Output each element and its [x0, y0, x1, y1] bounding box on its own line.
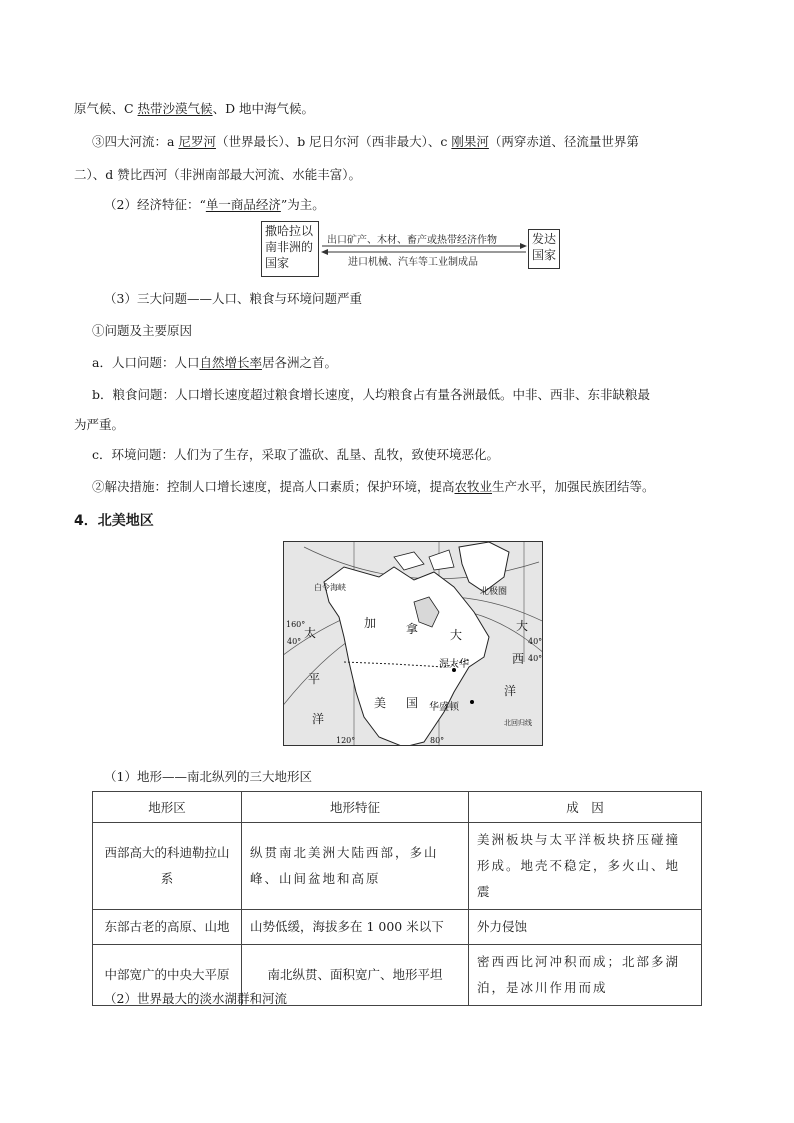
- rivers-line-1: [92, 133, 639, 151]
- lat-40-right: 40°: [528, 637, 543, 646]
- lat-40-left: 40°: [287, 637, 302, 646]
- lon-80: 80°: [430, 736, 445, 745]
- text: （两穿赤道、径流量世界第: [488, 134, 639, 149]
- text: ”为主。: [280, 197, 325, 212]
- lakes-title: （2）世界最大的淡水湖群和河流: [104, 991, 287, 1006]
- header-feature: 地形特征: [242, 792, 469, 823]
- atlantic-char-2: 西: [512, 652, 525, 666]
- cell-region: 西部高大的科迪勒拉山系: [93, 823, 242, 910]
- environment-line: c．环境问题：人们为了生存，采取了滥砍、乱垦、乱牧，致使环境恶化。: [92, 447, 500, 462]
- header-region: 地形区: [93, 792, 242, 823]
- landform-table: [92, 791, 702, 1006]
- text: 居各洲之首。: [261, 355, 337, 370]
- food-line-1: b．粮食问题：人口增长速度超过粮食增长速度，人均粮食占有量各洲最低。中非、西非、东非缺粮最: [92, 387, 651, 402]
- climate-line: [74, 100, 314, 118]
- agriculture: 农牧业: [454, 479, 493, 494]
- north-america-map: [283, 541, 543, 746]
- usa-char-1: 美: [374, 696, 387, 710]
- sub-saharan-box: 撒哈拉以南非洲的国家: [261, 221, 319, 277]
- text: 生产水平，加强民族团结等。: [492, 479, 655, 494]
- text: 、D 地中海气候。: [212, 101, 315, 116]
- nile-river: 尼罗河: [178, 134, 216, 149]
- arctic-circle-label: 北极圈: [480, 587, 508, 597]
- problems-title: （3）三大问题——人口、粮食与环境问题严重: [104, 291, 362, 306]
- lon-40: 40°: [528, 654, 543, 663]
- single-commodity: 单一商品经济: [205, 197, 281, 212]
- canada-char-3: 大: [450, 628, 463, 642]
- cell-feature: 山势低缓，海拔多在 1 000 米以下: [242, 910, 469, 945]
- cell-feature: 纵贯南北美洲大陆西部，多山峰、山间盆地和高原: [242, 823, 469, 910]
- atlantic-char-1: 大: [516, 619, 529, 633]
- canada-char-2: 拿: [406, 622, 419, 636]
- cell-cause: 外力侵蚀: [469, 910, 702, 945]
- section-heading: 4．北美地区: [74, 513, 154, 529]
- food-line-2: 为严重。: [74, 417, 125, 432]
- export-text: 出口矿产、木材、畜产或热带经济作物: [327, 235, 497, 246]
- washington-label: 华盛顿: [429, 702, 459, 713]
- lon-120: 120°: [336, 736, 356, 745]
- text: ②解决措施：控制人口增长速度，提高人口素质；保护环境，提高: [92, 479, 455, 494]
- economy-line: [104, 196, 325, 214]
- table-row: [93, 910, 702, 945]
- text: a．人口问题：人口: [92, 355, 200, 370]
- import-text: 进口机械、汽车等工业制成品: [348, 257, 478, 268]
- lon-160: 160°: [286, 620, 306, 629]
- cell-feature: 南北纵贯、面积宽广、地形平坦: [242, 945, 469, 1006]
- atlantic-char-3: 洋: [504, 684, 517, 698]
- header-cause: 成 因: [469, 792, 702, 823]
- text: （2）经济特征：“: [104, 197, 206, 212]
- landform-title: （1）地形——南北纵列的三大地形区: [104, 769, 312, 784]
- rivers-line-2: 二）、d 赞比西河（非洲南部最大河流、水能丰富）。: [74, 167, 361, 182]
- pacific-char-3: 洋: [312, 712, 325, 726]
- pacific-char-1: 太: [304, 626, 317, 640]
- table-row: [93, 823, 702, 910]
- usa-char-2: 国: [406, 696, 419, 710]
- problems-sub: ①问题及主要原因: [92, 323, 193, 338]
- text: 原气候、C: [74, 101, 138, 116]
- natural-growth: 自然增长率: [199, 355, 262, 370]
- table-header: [93, 792, 702, 823]
- cell-cause: 美洲板块与太平洋板块挤压碰撞形成。地壳不稳定，多火山、地震: [469, 823, 702, 910]
- cell-cause: 密西西比河冲积而成；北部多湖泊，是冰川作用而成: [469, 945, 702, 1006]
- cell-region: 东部古老的高原、山地: [93, 910, 242, 945]
- congo-river: 刚果河: [451, 134, 489, 149]
- population-line: [92, 354, 337, 372]
- pacific-char-2: 平: [308, 672, 321, 686]
- text: ③四大河流：a: [92, 134, 179, 149]
- cell-region: 中部宽广的中央大平原: [93, 945, 242, 1006]
- bering-label: 白令海峡: [314, 583, 346, 592]
- tropic-label: 北回归线: [504, 719, 532, 727]
- text: （世界最长）、b 尼日尔河（西非最大）、c: [215, 134, 452, 149]
- desert-climate: 热带沙漠气候: [137, 101, 213, 116]
- solutions-line: [92, 478, 655, 496]
- ottawa-label: 渥太华: [439, 659, 469, 670]
- canada-char-1: 加: [364, 616, 377, 630]
- developed-box: 发达国家: [528, 229, 560, 269]
